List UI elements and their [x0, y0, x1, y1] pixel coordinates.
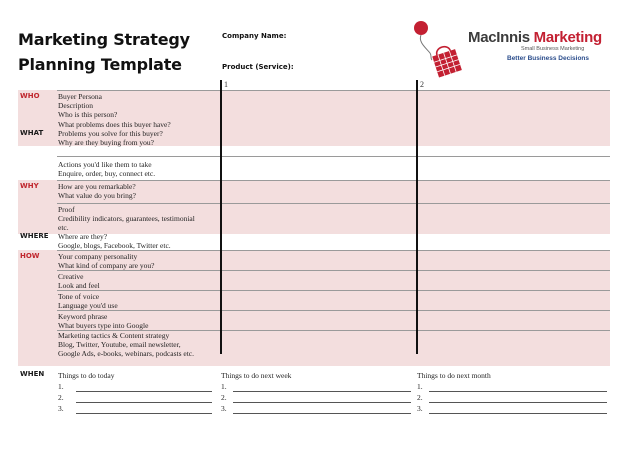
- how-row-text: Marketing tactics & Content strategy: [58, 331, 170, 340]
- todo-blank-line[interactable]: [76, 394, 212, 403]
- what-row-text: Actions you'd like them to take: [58, 160, 152, 169]
- how-row-text: Blog, Twitter, Youtube, email newsletter,: [58, 340, 181, 349]
- how-row-text: Google Ads, e-books, webinars, podcasts etc.: [58, 349, 195, 358]
- how-row-text: Look and feel: [58, 281, 100, 290]
- when-today-label: Things to do today: [58, 371, 115, 380]
- product-service-label: Product (Service):: [222, 63, 294, 71]
- todo-blank-line[interactable]: [233, 383, 411, 392]
- row-divider: [57, 310, 610, 311]
- todo-blank-line[interactable]: [233, 394, 411, 403]
- todo-blank-line[interactable]: [76, 405, 212, 414]
- todo-blank-line[interactable]: [76, 383, 212, 392]
- todo-item: [417, 381, 607, 392]
- row-divider: [57, 180, 610, 181]
- column-divider-1: [220, 80, 222, 354]
- why-row-text: Credibility indicators, guarantees, testimonial: [58, 214, 195, 223]
- section-where: WHERE: [20, 232, 49, 240]
- todo-number: 3.: [417, 404, 423, 413]
- row-divider: [57, 156, 610, 157]
- todo-item: [417, 403, 607, 414]
- row-divider: [57, 290, 610, 291]
- when-next-week-column: [221, 370, 411, 414]
- section-how: HOW: [20, 252, 40, 260]
- how-row-text: What kind of company are you?: [58, 261, 155, 270]
- column-number-1: 1: [224, 80, 228, 89]
- brand-name: MacInnis Marketing: [468, 29, 602, 46]
- todo-item: [58, 381, 212, 392]
- todo-item: [58, 403, 212, 414]
- section-who: WHO: [20, 92, 40, 100]
- what-row-text: Why are they buying from you?: [58, 138, 155, 147]
- how-row-text: Keyword phrase: [58, 312, 108, 321]
- when-next-week-label: Things to do next week: [221, 371, 292, 380]
- what-row-text: Problems you solve for this buyer?: [58, 129, 163, 138]
- who-row-text: Who is this person?: [58, 110, 118, 119]
- when-next-month-column: [417, 370, 607, 414]
- who-row-text: Buyer Persona: [58, 92, 102, 101]
- row-divider: [57, 90, 610, 91]
- how-row-text: Language you'd use: [58, 301, 118, 310]
- how-row-text: Your company personality: [58, 252, 138, 261]
- how-row-text: What buyers type into Google: [58, 321, 149, 330]
- when-today-column: [58, 370, 212, 414]
- how-row-text: Creative: [58, 272, 84, 281]
- todo-item: [417, 392, 607, 403]
- page-title-line2: Planning Template: [18, 55, 182, 74]
- todo-number: 1.: [58, 382, 64, 391]
- todo-number: 3.: [58, 404, 64, 413]
- company-name-label: Company Name:: [222, 32, 287, 40]
- why-row-text: What value do you bring?: [58, 191, 136, 200]
- todo-item: [221, 381, 411, 392]
- where-row-text: Google, blogs, Facebook, Twitter etc.: [58, 241, 171, 250]
- section-why: WHY: [20, 182, 39, 190]
- todo-number: 3.: [221, 404, 227, 413]
- brand-slogan: Better Business Decisions: [507, 55, 590, 62]
- shopping-bag-balloon-icon: [408, 18, 468, 80]
- todo-blank-line[interactable]: [429, 394, 607, 403]
- todo-blank-line[interactable]: [429, 383, 607, 392]
- todo-number: 1.: [221, 382, 227, 391]
- how-row-text: Tone of voice: [58, 292, 100, 301]
- why-row-text: etc.: [58, 223, 69, 232]
- todo-blank-line[interactable]: [233, 405, 411, 414]
- section-what: WHAT: [20, 129, 44, 137]
- why-row-text: How are you remarkable?: [58, 182, 136, 191]
- column-number-2: 2: [420, 80, 424, 89]
- when-next-month-label: Things to do next month: [417, 371, 491, 380]
- what-row-text: Enquire, order, buy, connect etc.: [58, 169, 156, 178]
- row-divider: [57, 203, 610, 204]
- why-row-text: Proof: [58, 205, 75, 214]
- todo-number: 2.: [58, 393, 64, 402]
- todo-number: 2.: [417, 393, 423, 402]
- todo-blank-line[interactable]: [429, 405, 607, 414]
- who-row-text: What problems does this buyer have?: [58, 120, 171, 129]
- column-divider-2: [416, 80, 418, 354]
- page-title-line1: Marketing Strategy: [18, 30, 190, 49]
- brand-tagline: Small Business Marketing: [521, 46, 585, 52]
- row-divider: [57, 270, 610, 271]
- todo-item: [221, 392, 411, 403]
- where-row-text: Where are they?: [58, 232, 108, 241]
- todo-item: [58, 392, 212, 403]
- section-when: WHEN: [20, 370, 45, 378]
- todo-number: 1.: [417, 382, 423, 391]
- row-divider: [57, 250, 610, 251]
- who-row-text: Description: [58, 101, 93, 110]
- todo-number: 2.: [221, 393, 227, 402]
- todo-item: [221, 403, 411, 414]
